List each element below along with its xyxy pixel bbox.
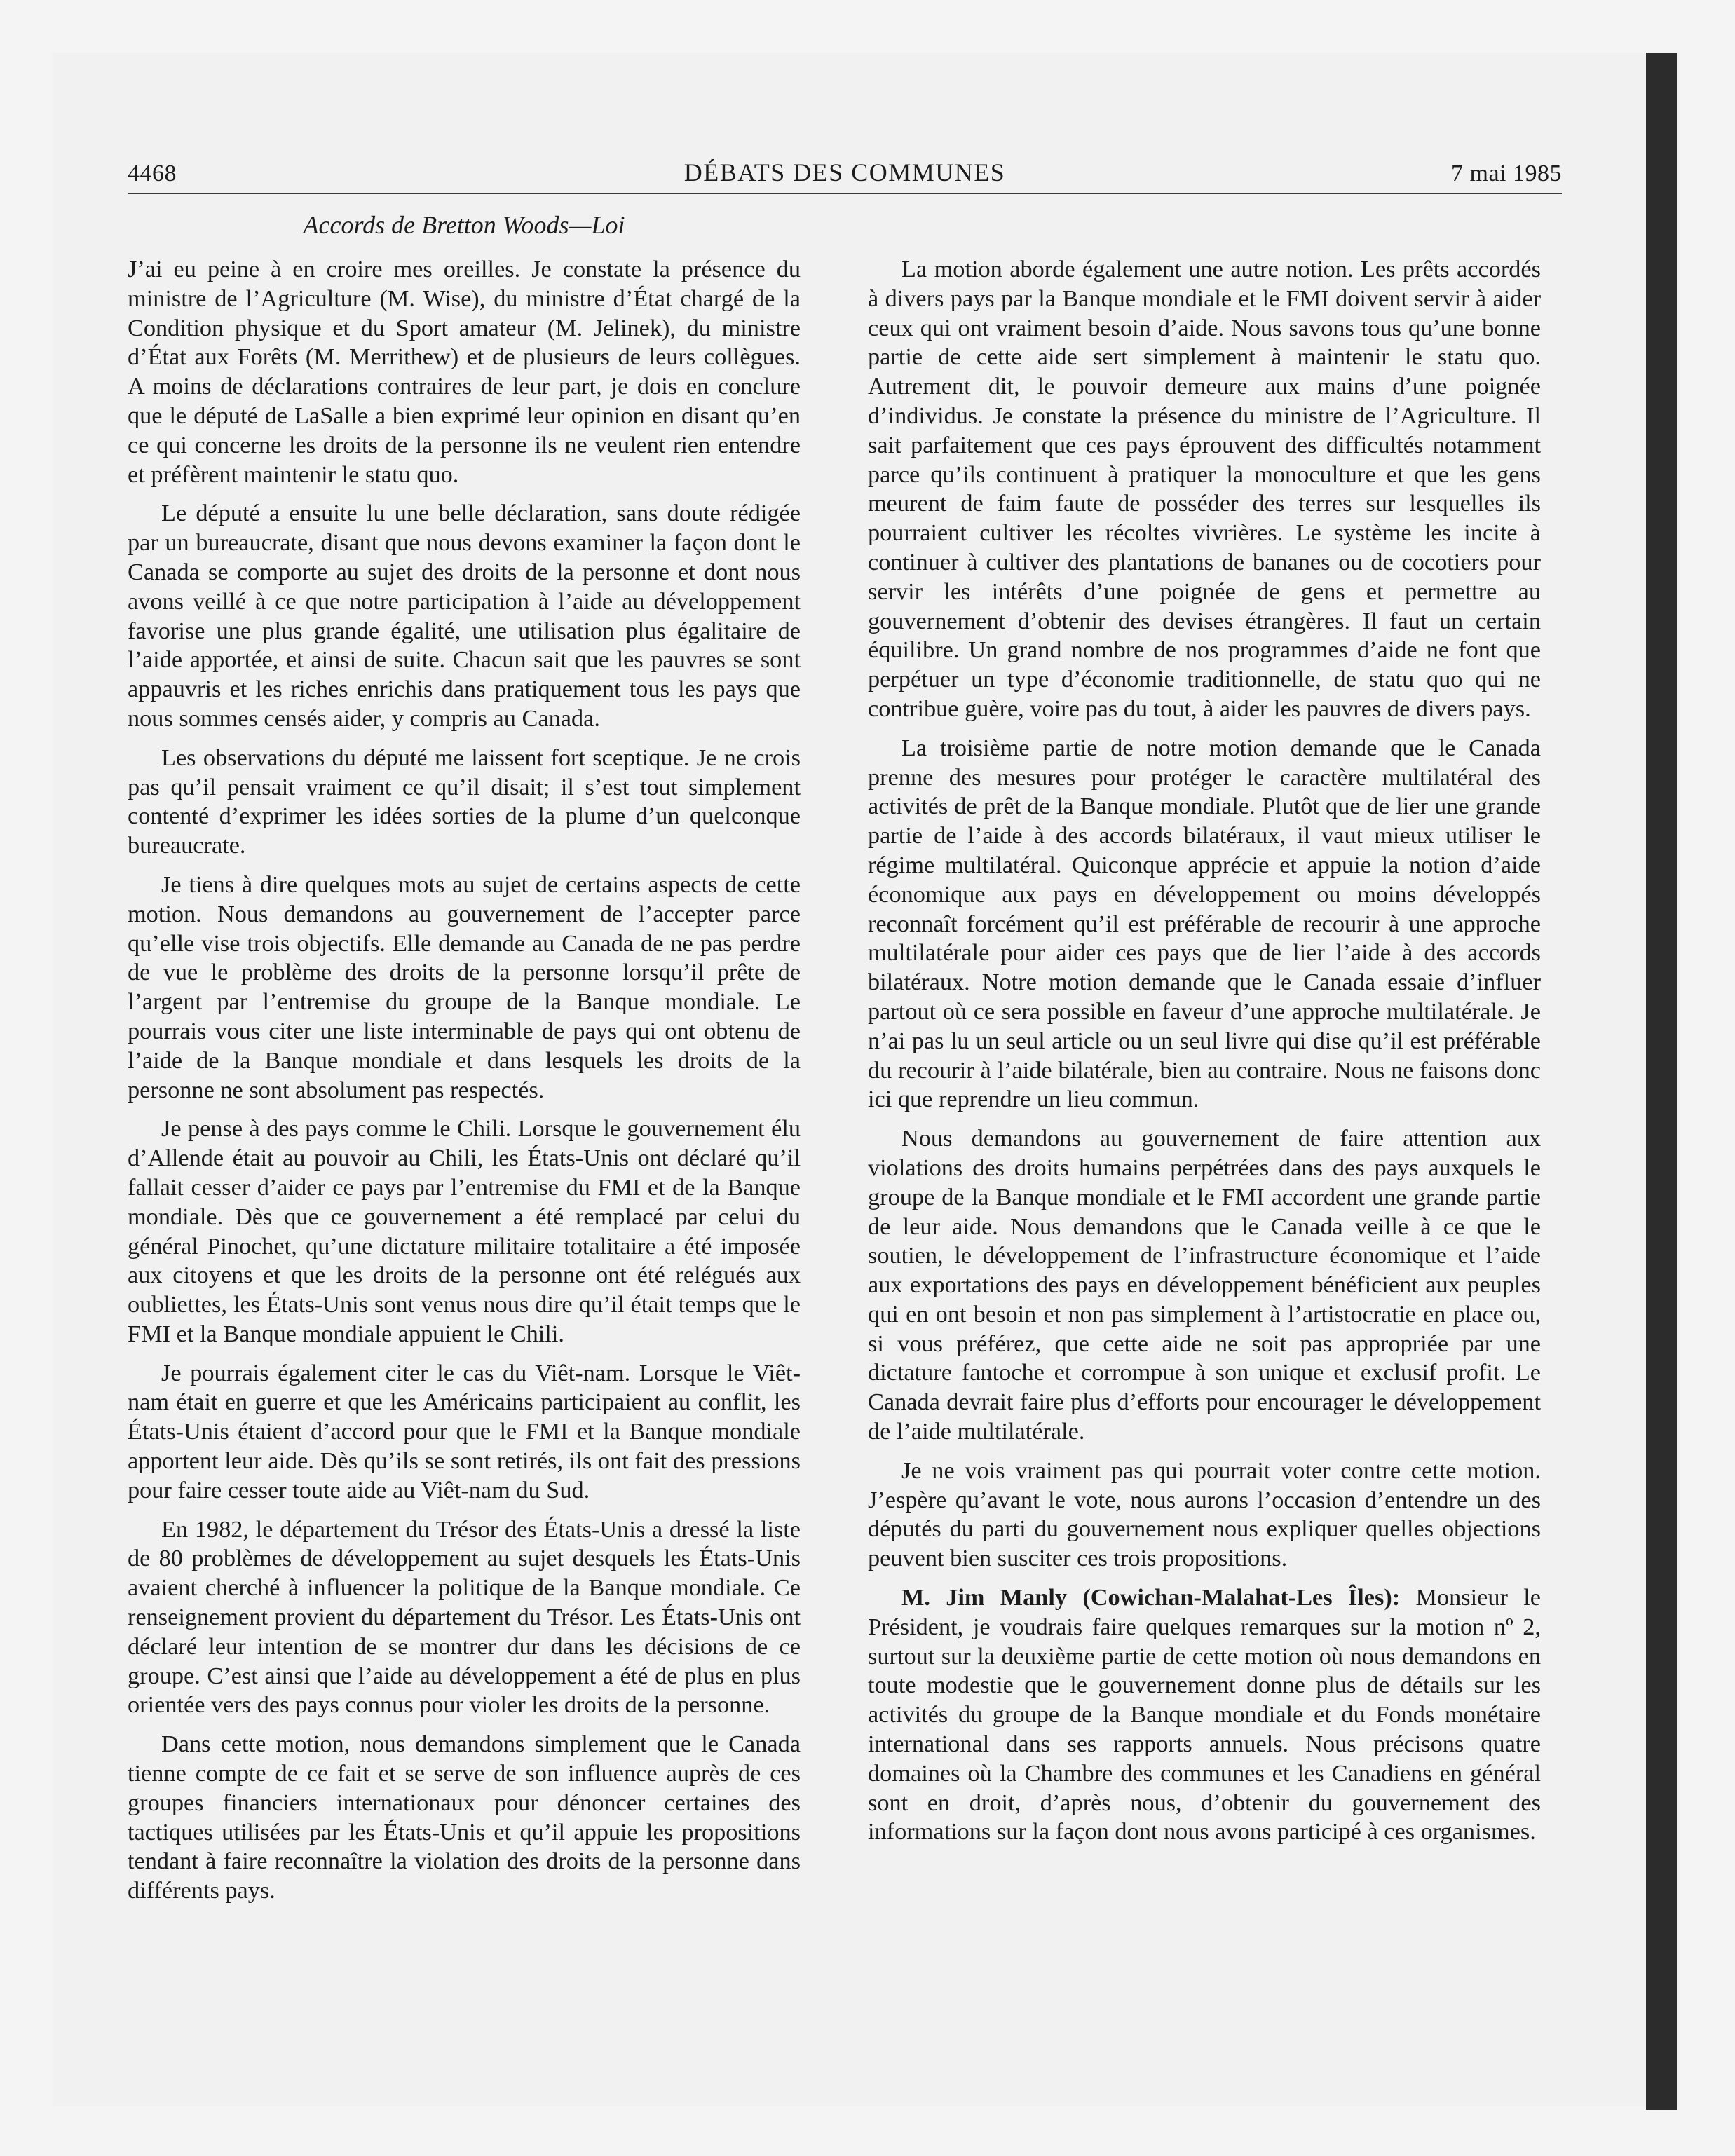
paragraph: Nous demandons au gouvernement de faire attention aux violations des droits humains perpétrées dans des pays auxquels le groupe de la Banque mondiale et le FMI accordent une grande partie de leur aide. Nous demandons que le Canada veille à ce que le soutien, le développement de l’infrastructure économique et l’aide aux exportations des pays en développement bénéficient aux peuples qui en ont besoin et non pas simplement à l’artistocratie en place ou, si vous préférez, que cette aide ne soit pas appropriée par une dictature fantoche et corrompue à son unique et exclusif profit. Le Canada devrait faire plus d’efforts pour encourager le développement de l’aide multilatérale.: [868, 1125, 1541, 1445]
speaker-paragraph: [868, 1583, 1541, 1847]
paragraph: Le député a ensuite lu une belle déclaration, sans doute rédigée par un bureaucrate, disant que nous devons examiner la façon dont le Canada se comporte au sujet des droits de la personne et dont nous avons veillé à ce que notre participation à l’aide au développement favorise une plus grande égalité, une utilisation plus égalitaire de l’aide apportée, et ainsi de suite. Chacun sait que les pauvres se sont appauvris et les riches enrichis dans pratiquement tous les pays que nous sommes censés aider, y compris au Canada.: [128, 500, 801, 732]
paragraph: Je pourrais également citer le cas du Viêt-nam. Lorsque le Viêt-nam était en guerre et que les Américains participaient au conflit, les États-Unis étaient d’accord pour que le FMI et la Banque mondiale apportent leur aide. Dès qu’ils se sont retirés, ils ont fait des pressions pour faire cesser toute aide au Viêt-nam du Sud.: [128, 1359, 801, 1503]
paragraph: En 1982, le département du Trésor des États-Unis a dressé la liste de 80 problèmes de développement au sujet desquels les États-Unis avaient cherché à influencer la politique de la Banque mondiale. Ce renseignement provient du département du Trésor. Les États-Unis ont déclaré leur intention de se montrer dur dans les décisions de ce groupe. C’est ainsi que l’aide au développement a été de plus en plus orientée vers des pays connus pour violer les droits de la personne.: [128, 1515, 801, 1719]
issue-date: 7 mai 1985: [1451, 161, 1562, 186]
running-header: [128, 158, 1562, 194]
paragraph: Dans cette motion, nous demandons simplement que le Canada tienne compte de ce fait et se serve de son influence auprès de ces groupes financiers internationaux pour dénoncer certaines des tactiques utilisées par les États-Unis et qu’il appuie les propositions tendant à faire reconnaître la violation des droits de la personne dans différents pays.: [128, 1731, 801, 1904]
paragraph: La motion aborde également une autre notion. Les prêts accordés à divers pays par la Banque mondiale et le FMI doivent servir à aider ceux qui ont vraiment besoin d’aide. Nous savons tous qu’une bonne partie de cette aide sert simplement à maintenir le statu quo. Autrement dit, le pouvoir demeure aux mains d’une poignée d’individus. Je constate la présence du ministre de l’Agriculture. Il sait parfaitement que ces pays éprouvent des difficultés notamment parce qu’ils continuent à pratiquer la monoculture et que les gens meurent de faim faute de posséder des terres sur lesquelles ils pourraient cultiver les récoltes vivrières. Le système les incite à continuer à cultiver des plantations de bananes ou de cocotiers pour servir les intérêts d’une poignée de gens et permettre au gouvernement d’obtenir des devises étrangères. Il faut un certain équilibre. Un grand nombre de nos programmes d’aide ne font que perpétuer un type d’économie traditionnelle, de statu quo qui ne contribue guère, voire pas du tout, à aider les pauvres de divers pays.: [868, 256, 1541, 722]
journal-title: DÉBATS DES COMMUNES: [683, 158, 1006, 186]
right-column: [868, 255, 1541, 1857]
paragraph: Je tiens à dire quelques mots au sujet de certains aspects de cette motion. Nous demandons au gouvernement de l’accepter parce qu’elle vise trois objectifs. Elle demande au Canada de ne pas perdre de vue le problème des droits de la personne lorsqu’il prête de l’argent par l’entremise du groupe de la Banque mondiale. Le pourrais vous citer une liste interminable de pays qui ont obtenu de l’aide de la Banque mondiale et dans lesquels les droits de la personne ne sont absolument pas respectés.: [128, 871, 801, 1103]
paragraph: Je ne vois vraiment pas qui pourrait voter contre cette motion. J’espère qu’avant le vote, nous aurons l’occasion d’entendre un des députés du parti du gouvernement nous expliquer quelles objections peuvent bien susciter ces trois propositions.: [868, 1456, 1541, 1572]
paragraph: La troisième partie de notre motion demande que le Canada prenne des mesures pour protéger le caractère multilatéral des activités de prêt de la Banque mondiale. Plutôt que de lier une grande partie de l’aide à des accords bilatéraux, il vaut mieux utiliser le régime multilatéral. Quiconque apprécie et appuie la notion d’aide économique aux pays en développement ou moins développés reconnaît forcément qu’il est préférable de recourir à une approche multilatérale pour aider ces pays que de lier l’aide à des accords bilatéraux. Notre motion demande que le Canada essaie d’influer partout où ce sera possible en faveur d’une approche multilatérale. Je n’ai pas lu un seul article ou un seul livre qui dise qu’il est préférable du recourir à l’aide bilatérale, bien au contraire. Nous ne faisons donc ici que reprendre un lieu commun.: [868, 734, 1541, 1113]
scan-edge-bar: [1646, 53, 1677, 2110]
speech-text: Monsieur le Président, je voudrais faire quelques remarques sur la motion nº 2, surtout sur la deuxième partie de cette motion où nous demandons en toute modestie que le gouvernement donne plus de détails sur les activités du groupe de la Banque mondiale et du Fonds monétaire international dans ses rapports annuels. Nous précisons quatre domaines où la Chambre des communes et les Canadiens en général sont en droit, d’après nous, d’obtenir du gouvernement des informations sur la façon dont nous avons participé à ces organismes.: [868, 1584, 1541, 1845]
page-number: 4468: [128, 161, 177, 186]
speaker-name: M. Jim Manly (Cowichan-Malahat-Les Îles):: [901, 1584, 1401, 1611]
paragraph: Je pense à des pays comme le Chili. Lorsque le gouvernement élu d’Allende était au pouvoir au Chili, les États-Unis ont déclaré qu’il fallait cesser d’aider ce pays par l’entremise du FMI et de la Banque mondiale. Dès que ce gouvernement a été remplacé par celui du général Pinochet, qu’une dictature militaire totalitaire a été imposée aux citoyens et que les droits de la personne ont été relégués aux oubliettes, les États-Unis sont venus nous dire qu’il était temps que le FMI et la Banque mondiale appuient le Chili.: [128, 1115, 801, 1347]
left-column: [128, 255, 801, 1916]
paragraph: Les observations du député me laissent fort sceptique. Je ne crois pas qu’il pensait vraiment ce qu’il disait; il s’est tout simplement contenté d’exprimer les idées sorties de la plume d’un quelconque bureaucrate.: [128, 744, 801, 859]
section-title: Accords de Bretton Woods—Loi: [303, 211, 625, 239]
paragraph: J’ai eu peine à en croire mes oreilles. Je constate la présence du ministre de l’Agriculture (M. Wise), du ministre d’État chargé de la Condition physique et du Sport amateur (M. Jelinek), du ministre d’État aux Forêts (M. Merrithew) et de plusieurs de leurs collègues. A moins de déclarations contraires de leur part, je dois en conclure que le député de LaSalle a bien exprimé leur opinion en disant qu’en ce qui concerne les droits de la personne ils ne veulent rien entendre et préfèrent maintenir le statu quo.: [128, 256, 801, 488]
